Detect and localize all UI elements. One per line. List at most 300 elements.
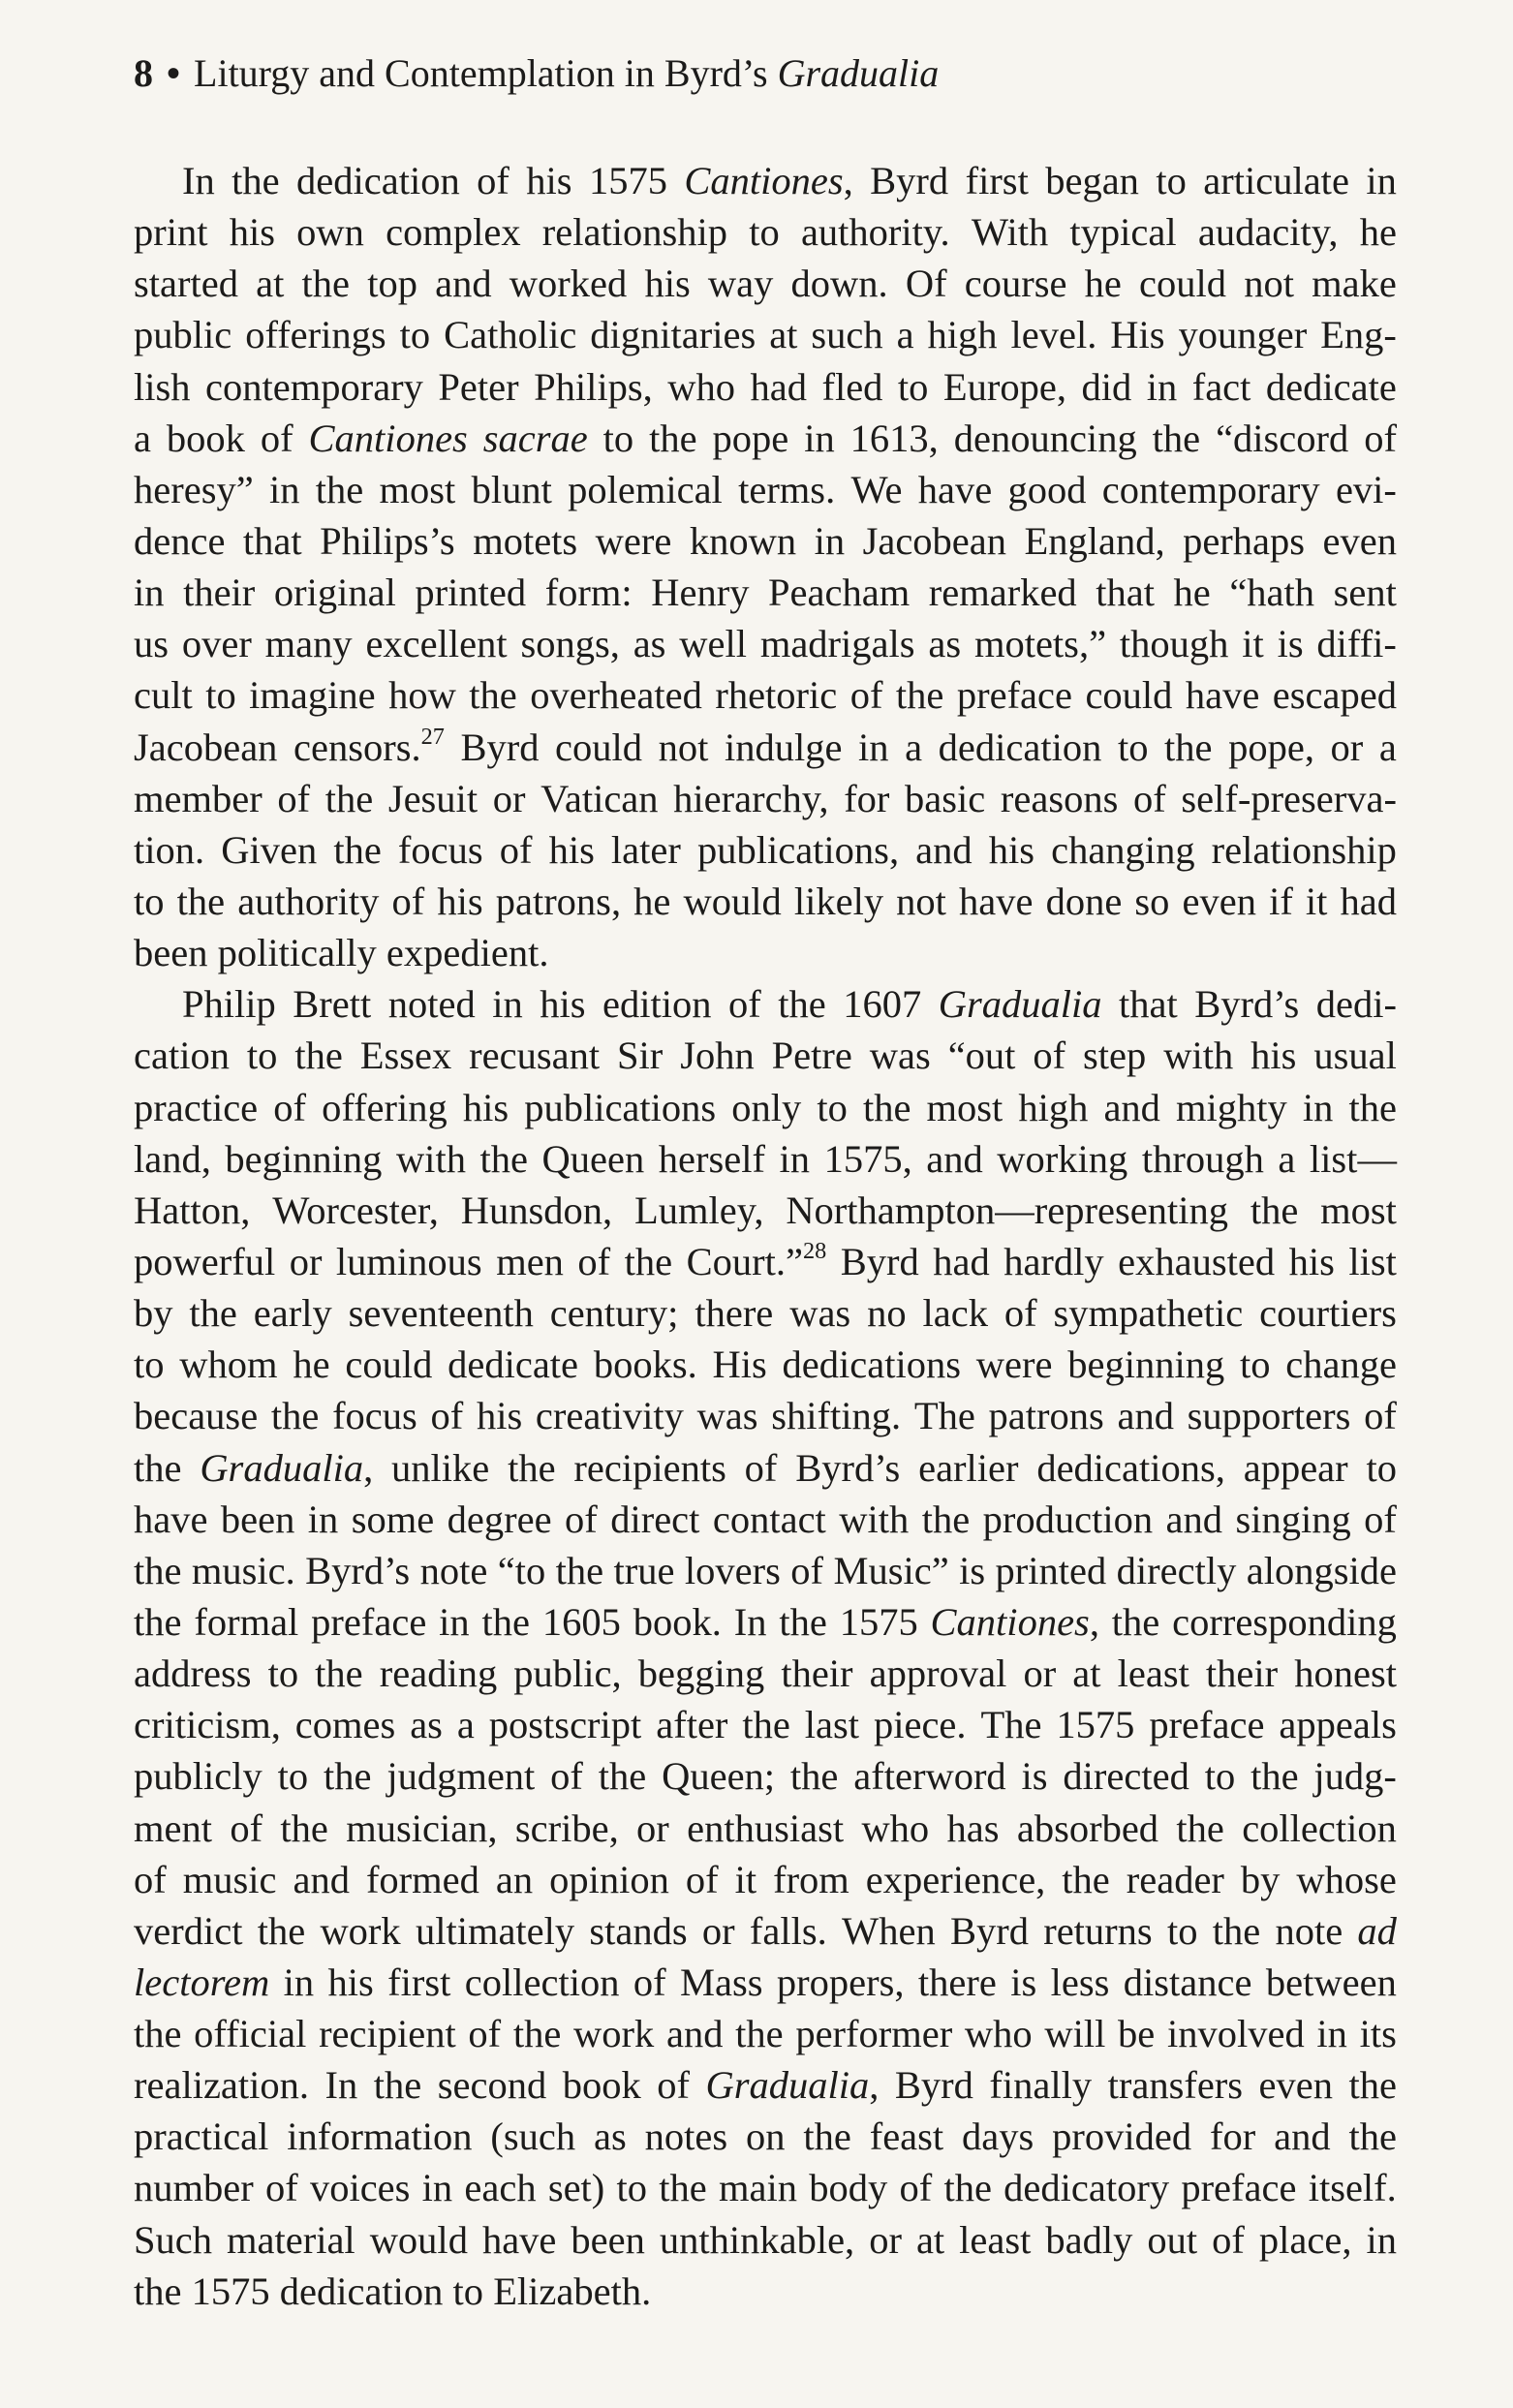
word: complex xyxy=(386,210,521,255)
word: would xyxy=(369,2217,468,2262)
word: pope xyxy=(712,416,789,460)
word: as xyxy=(410,1703,443,1747)
word: of xyxy=(744,1445,778,1490)
word: and xyxy=(435,262,492,306)
word: who xyxy=(964,2012,1033,2056)
text-line xyxy=(134,361,1397,413)
word: whom xyxy=(179,1343,278,1387)
text-line xyxy=(134,876,1397,927)
word: unlike xyxy=(391,1445,490,1490)
word: the xyxy=(323,1754,372,1799)
word: he xyxy=(293,1343,330,1387)
word: the xyxy=(315,467,364,511)
word: and xyxy=(915,827,973,872)
word: Peter xyxy=(438,364,519,409)
word: in xyxy=(804,416,835,460)
word: to xyxy=(1240,1343,1271,1387)
word: is xyxy=(1021,1754,1048,1799)
word: of xyxy=(1033,1034,1066,1078)
word: or xyxy=(636,1806,669,1850)
word: We xyxy=(850,467,903,511)
word: to xyxy=(602,416,634,460)
text-line xyxy=(134,413,1397,464)
word: a xyxy=(1278,1136,1296,1181)
word: such xyxy=(811,313,883,357)
word: changing xyxy=(1051,827,1195,872)
word: most xyxy=(1320,1188,1397,1232)
word: Essex xyxy=(359,1034,452,1078)
text-line xyxy=(134,978,1397,1030)
word: even xyxy=(1258,2063,1333,2108)
text-line xyxy=(134,1854,1397,1905)
word: Byrd xyxy=(949,1908,1029,1953)
word: the xyxy=(1348,2063,1397,2108)
text-line xyxy=(134,206,1397,258)
word: or xyxy=(492,776,526,820)
word: Of xyxy=(905,262,947,306)
word: by xyxy=(134,1291,173,1336)
word: in xyxy=(134,571,165,615)
word: and xyxy=(1117,1394,1174,1438)
word: the xyxy=(232,159,280,202)
word: his xyxy=(229,210,275,255)
word: noted xyxy=(387,982,476,1027)
word: ment xyxy=(134,1806,212,1850)
word: less xyxy=(1050,1960,1110,2004)
word: directed xyxy=(1063,1754,1189,1799)
word: stands xyxy=(589,1908,688,1953)
word: Philips’s xyxy=(320,518,455,563)
word: as xyxy=(633,622,666,666)
word: true xyxy=(613,1548,675,1592)
word: an xyxy=(495,1857,534,1901)
word: how xyxy=(388,673,456,718)
word: Sir xyxy=(617,1034,664,1078)
word: itself. xyxy=(1308,2166,1397,2210)
word: their xyxy=(1205,1652,1279,1696)
word: escaped xyxy=(1272,673,1397,718)
word: collection xyxy=(464,1960,620,2004)
text-line xyxy=(134,773,1397,824)
word: edition xyxy=(602,982,712,1027)
word: that xyxy=(242,518,302,563)
word: the xyxy=(1250,1188,1299,1232)
word: the xyxy=(315,1652,363,1696)
word: patrons xyxy=(988,1394,1104,1438)
word: censors.$^{27}$ xyxy=(293,723,445,769)
word: dedicatory xyxy=(1004,2166,1170,2210)
word: beginning xyxy=(225,1136,383,1181)
word: begging xyxy=(637,1652,765,1696)
word: denouncing xyxy=(953,416,1137,460)
word: of xyxy=(1364,1497,1397,1541)
word: way xyxy=(707,262,774,306)
word: 1613, xyxy=(849,416,939,460)
word: creativity xyxy=(535,1394,684,1438)
word: as xyxy=(928,622,962,666)
text-line xyxy=(134,1648,1397,1699)
word: collection xyxy=(1242,1806,1397,1850)
word: own xyxy=(296,210,364,255)
word: Eng- xyxy=(1320,313,1397,357)
word: focus xyxy=(397,827,483,872)
word: his xyxy=(327,1960,374,2004)
word: courtiers xyxy=(1259,1291,1397,1336)
word: book. xyxy=(633,1599,722,1644)
word: expedient. xyxy=(386,931,549,975)
word: in xyxy=(268,467,300,511)
text-line xyxy=(134,1957,1397,2008)
word: in xyxy=(1146,364,1178,409)
word: place, xyxy=(1258,2217,1352,2262)
word: to xyxy=(277,1754,309,1799)
word: began xyxy=(1045,159,1139,202)
word: to xyxy=(399,313,431,357)
word: the xyxy=(789,1754,839,1799)
word: course xyxy=(964,262,1067,306)
word: politically xyxy=(217,931,377,975)
word: and xyxy=(1103,1085,1160,1129)
word: a xyxy=(896,313,914,357)
word: Gradualia xyxy=(938,982,1102,1027)
word: the xyxy=(649,416,697,460)
word: Byrd xyxy=(460,725,540,769)
word: his xyxy=(1251,1034,1297,1078)
word: early xyxy=(253,1291,332,1336)
word: His xyxy=(712,1343,767,1387)
word: the xyxy=(803,2115,851,2159)
word: notes xyxy=(644,2115,728,2159)
word: younger xyxy=(1178,313,1308,357)
word: fact xyxy=(1191,364,1251,409)
word: of xyxy=(468,2012,502,2056)
word: in xyxy=(1366,2217,1397,2262)
word: the xyxy=(469,673,517,718)
word: “discord xyxy=(1216,416,1349,460)
word: the xyxy=(943,2166,992,2210)
word: even xyxy=(1322,518,1397,563)
text-line xyxy=(134,1905,1397,1957)
word: public, xyxy=(513,1652,622,1696)
word: Byrd’s xyxy=(795,1445,901,1490)
word: or xyxy=(701,1908,735,1953)
text-line xyxy=(134,1133,1397,1185)
word: though xyxy=(1119,622,1229,666)
word: the xyxy=(1348,2115,1397,2159)
word: the xyxy=(189,1291,237,1336)
word: note xyxy=(1275,1908,1343,1953)
word: diffi- xyxy=(1316,622,1397,666)
word: of xyxy=(430,1394,464,1438)
word: if xyxy=(1269,879,1293,923)
word: formed xyxy=(365,1857,479,1901)
word: of xyxy=(849,673,883,718)
word: Cantiones, xyxy=(930,1599,1099,1644)
word: the xyxy=(1212,1908,1261,1953)
word: main xyxy=(719,2166,797,2210)
word: the xyxy=(735,2012,784,2056)
word: rhetoric xyxy=(715,673,838,718)
word: Elizabeth. xyxy=(493,2269,652,2313)
word: of xyxy=(277,776,311,820)
text-line xyxy=(134,515,1397,567)
word: books. xyxy=(593,1343,697,1387)
word: printed xyxy=(415,571,527,615)
word: authority xyxy=(237,879,380,923)
word: reasons xyxy=(1000,776,1119,820)
word: not xyxy=(658,725,709,769)
word: remarked xyxy=(928,571,1077,615)
word: preface xyxy=(956,673,1072,718)
word: usual xyxy=(1313,1034,1397,1078)
word: of xyxy=(790,1548,824,1592)
word: musician, xyxy=(346,1806,498,1850)
text-line xyxy=(134,2162,1397,2213)
footnote-ref: 28 xyxy=(802,1237,827,1264)
word: had xyxy=(933,1239,990,1283)
text-line xyxy=(134,1699,1397,1750)
word: self-preserva- xyxy=(1181,776,1397,820)
word: basic xyxy=(905,776,986,820)
word: were xyxy=(975,1343,1053,1387)
word: the xyxy=(479,1136,528,1181)
word: ad xyxy=(1357,1908,1397,1953)
word: practical xyxy=(134,2115,269,2159)
word: Cantiones, xyxy=(684,159,853,202)
word: who xyxy=(667,364,735,409)
word: Brett xyxy=(293,982,372,1027)
word: preface xyxy=(1181,2166,1297,2210)
word: perhaps xyxy=(1183,518,1306,563)
body-text xyxy=(134,155,1397,2317)
word: In xyxy=(182,159,215,202)
word: of xyxy=(565,1497,598,1541)
word: top xyxy=(367,262,417,306)
word: the xyxy=(624,1239,673,1283)
word: music xyxy=(182,1857,277,1901)
word: the xyxy=(324,776,374,820)
word: Europe, xyxy=(942,364,1066,409)
word: judg- xyxy=(1313,1754,1397,1799)
word: there xyxy=(695,1291,774,1336)
word: formal xyxy=(194,1599,299,1644)
word: postscript xyxy=(488,1703,642,1747)
text-line xyxy=(134,1596,1397,1648)
word: Such xyxy=(134,2217,212,2262)
word: a xyxy=(134,416,151,460)
word: Byrd xyxy=(894,2063,973,2108)
word: badly xyxy=(1045,2217,1133,2262)
word: The xyxy=(913,1394,975,1438)
word: dedications xyxy=(782,1343,961,1387)
word: blunt xyxy=(471,467,552,511)
word: ultimately xyxy=(415,1908,575,1953)
word: been xyxy=(220,1497,295,1541)
word: Vatican xyxy=(540,776,659,820)
word: transfers xyxy=(1107,2063,1244,2108)
word: have xyxy=(134,1497,208,1541)
word: “to xyxy=(497,1548,546,1592)
word: motets xyxy=(473,518,578,563)
word: voices xyxy=(309,2166,411,2210)
word: over xyxy=(181,622,252,666)
word: because xyxy=(134,1394,259,1438)
word: the xyxy=(134,2012,182,2056)
word: piece. xyxy=(873,1703,967,1747)
word: the xyxy=(257,1908,306,1953)
word: dedication xyxy=(296,159,460,202)
word: to xyxy=(897,364,929,409)
word: us xyxy=(134,622,170,666)
word: (such xyxy=(490,2115,576,2159)
word: of xyxy=(1004,1291,1037,1336)
word: have xyxy=(917,467,993,511)
word: shifting. xyxy=(771,1394,902,1438)
word: patrons, xyxy=(495,879,622,923)
text-line xyxy=(134,2059,1397,2111)
word: the xyxy=(1164,725,1213,769)
word: Philips, xyxy=(534,364,653,409)
word: His xyxy=(1110,313,1165,357)
running-title: Liturgy and Contemplation in Byrd’s xyxy=(194,51,778,95)
word: the xyxy=(294,1034,343,1078)
word: reading xyxy=(379,1652,498,1696)
word: polemical xyxy=(568,467,723,511)
word: offering xyxy=(322,1085,448,1129)
word: on xyxy=(745,2115,786,2159)
word: many xyxy=(264,622,353,666)
text-line xyxy=(134,618,1397,669)
word: the xyxy=(921,1497,971,1541)
text-line xyxy=(134,1030,1397,1081)
word: focus xyxy=(332,1394,417,1438)
word: in xyxy=(779,1136,811,1181)
text-line xyxy=(134,1082,1397,1133)
word: judgment xyxy=(386,1754,536,1799)
word: Catholic xyxy=(444,313,577,357)
word: will xyxy=(1044,2012,1106,2056)
word: 1575 xyxy=(588,159,667,202)
word: century; xyxy=(549,1291,679,1336)
word: Byrd xyxy=(840,1239,919,1283)
text-line xyxy=(134,155,1397,206)
word: of xyxy=(633,1960,666,2004)
word: least xyxy=(1117,1652,1189,1696)
word: be xyxy=(1118,2012,1156,2056)
word: 1575 xyxy=(1056,1703,1135,1747)
text-line xyxy=(134,2008,1397,2059)
word: their xyxy=(781,1652,853,1696)
word: change xyxy=(1285,1343,1397,1387)
word: typical xyxy=(1069,210,1177,255)
word: high xyxy=(1018,1085,1089,1129)
word: realization. xyxy=(134,2063,310,2108)
word: the xyxy=(1111,1599,1160,1644)
word: some xyxy=(351,1497,435,1541)
word: to xyxy=(452,2269,484,2313)
word: propers, xyxy=(776,1960,905,2004)
word: Northampton—representing xyxy=(786,1188,1228,1232)
word: good xyxy=(1007,467,1087,511)
word: or xyxy=(869,2217,902,2262)
word: beginning xyxy=(1067,1343,1225,1387)
word: the xyxy=(1062,1857,1110,1901)
word: of xyxy=(1364,1394,1397,1438)
word: With xyxy=(971,210,1049,255)
word: opinion xyxy=(549,1857,669,1901)
word: address xyxy=(134,1652,252,1696)
word: from xyxy=(773,1857,849,1901)
word: been xyxy=(571,2217,645,2262)
word: or xyxy=(289,1239,323,1283)
word: started xyxy=(134,262,238,306)
word: of xyxy=(685,1857,719,1901)
text-line xyxy=(134,2111,1397,2162)
text-line xyxy=(134,927,1397,978)
word: after xyxy=(656,1703,728,1747)
word: the xyxy=(1152,416,1201,460)
word: is xyxy=(959,1548,986,1592)
word: fled xyxy=(821,364,883,409)
word: terms. xyxy=(738,467,836,511)
text-line xyxy=(134,1442,1397,1494)
word: lack xyxy=(922,1291,988,1336)
word: preface xyxy=(311,1599,427,1644)
word: of xyxy=(264,2166,298,2210)
word: his xyxy=(476,1394,523,1438)
word: his xyxy=(988,827,1035,872)
word: dedicate xyxy=(448,1343,579,1387)
word: John xyxy=(680,1034,755,1078)
word: whose xyxy=(1296,1857,1397,1901)
word: the xyxy=(1176,1806,1224,1850)
word: the xyxy=(512,2012,562,2056)
word: high xyxy=(927,313,998,357)
word: Philip xyxy=(182,982,276,1027)
word: the xyxy=(1251,1754,1299,1799)
word: book xyxy=(166,416,245,460)
running-title-italic: Gradualia xyxy=(777,51,940,95)
word: Queen xyxy=(541,1136,645,1181)
word: have xyxy=(959,879,1034,923)
word: singing xyxy=(1235,1497,1351,1541)
word: a xyxy=(905,725,923,769)
word: contemporary xyxy=(205,364,423,409)
word: Given xyxy=(221,827,318,872)
word: pope, xyxy=(1228,725,1314,769)
word: at xyxy=(1072,1652,1101,1696)
word: his xyxy=(437,879,483,923)
text-line xyxy=(134,464,1397,515)
word: cation xyxy=(134,1034,230,1078)
word: contemporary xyxy=(1101,467,1320,511)
word: well xyxy=(679,622,747,666)
word: with xyxy=(1163,1034,1234,1078)
word: its xyxy=(1359,2012,1397,2056)
word: The xyxy=(980,1703,1042,1747)
word: the xyxy=(598,1754,647,1799)
word: could xyxy=(345,1343,433,1387)
word: not xyxy=(1244,262,1294,306)
word: enthusiast xyxy=(687,1806,845,1850)
word: earlier xyxy=(918,1445,1019,1490)
word: a xyxy=(1378,725,1397,769)
text-line xyxy=(134,309,1397,360)
word: supporters xyxy=(1187,1394,1351,1438)
word: the xyxy=(134,1599,182,1644)
word: honest xyxy=(1294,1652,1397,1696)
word: cult xyxy=(134,673,193,718)
